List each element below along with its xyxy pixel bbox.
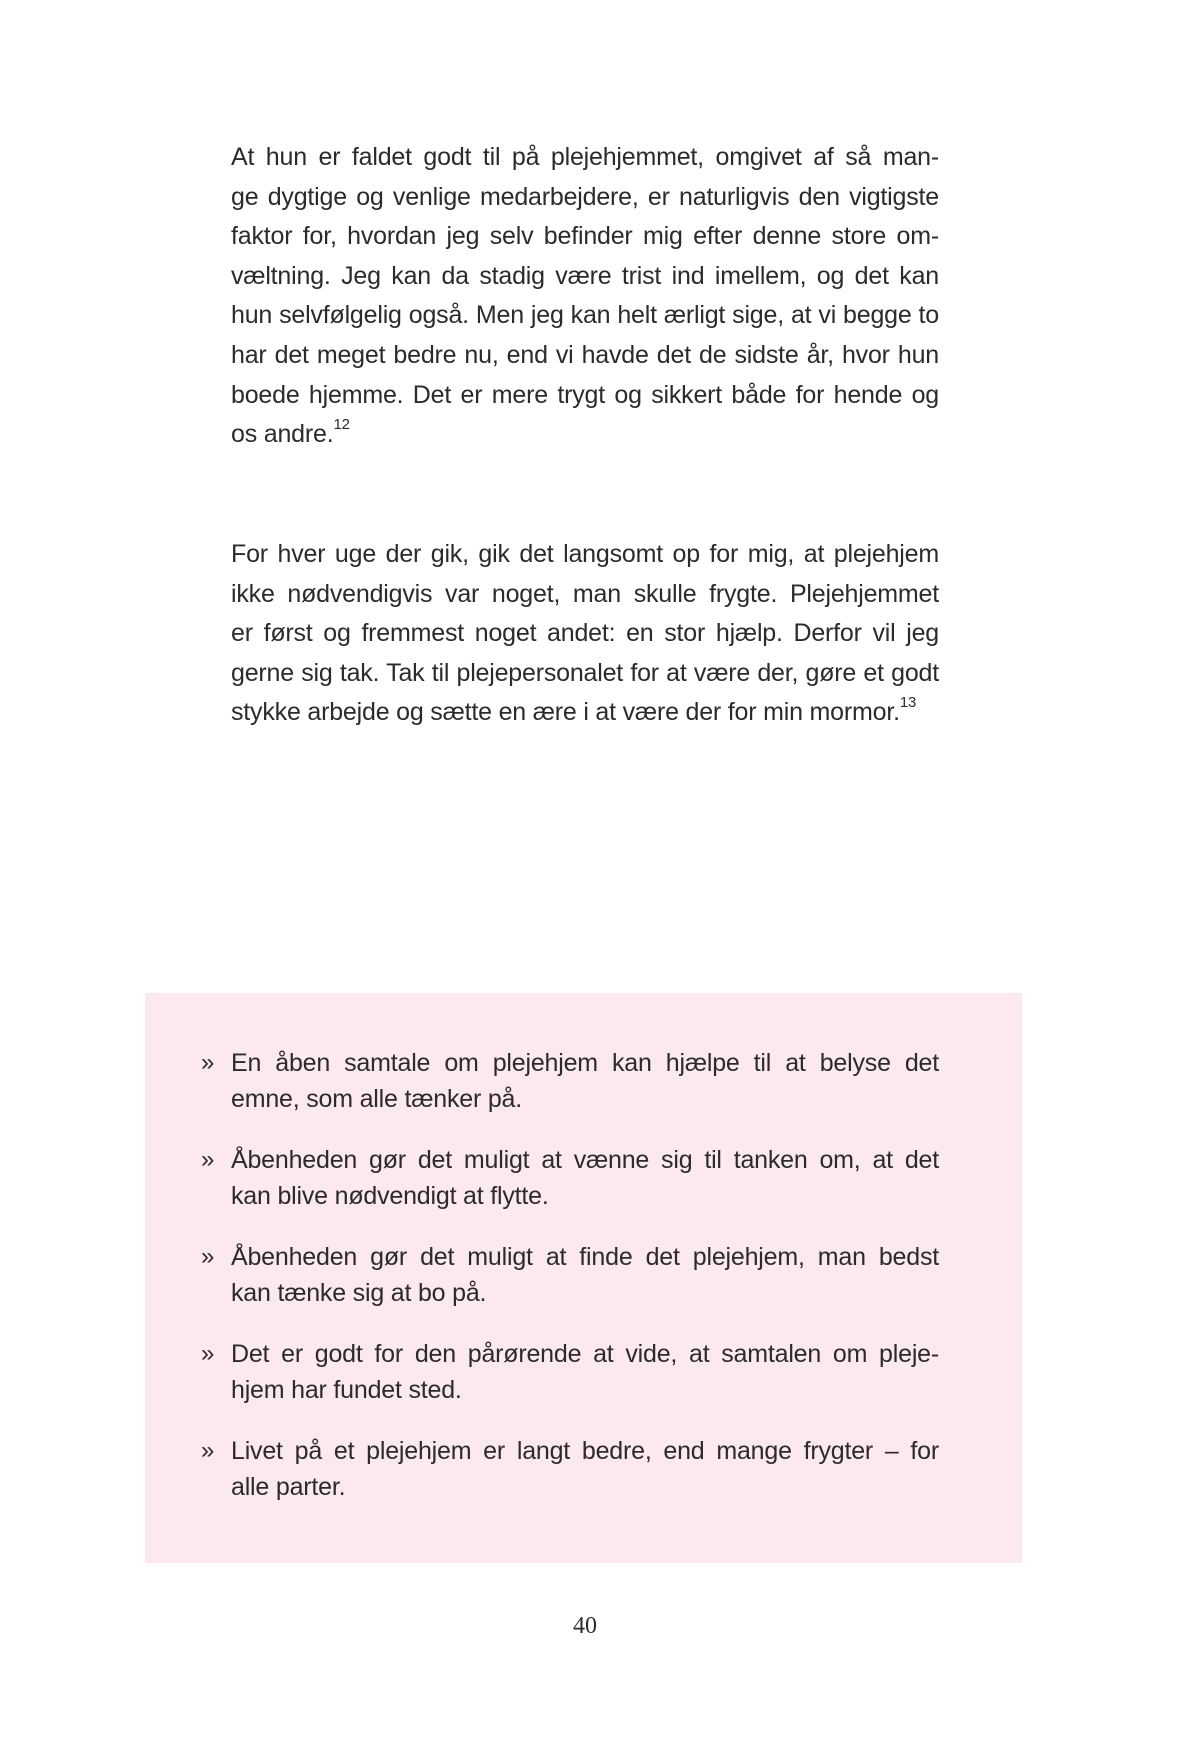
quote-line: For hver uge der gik, gik det langsomt op for mig, at plejehjem xyxy=(231,540,939,568)
key-points-list xyxy=(201,1045,939,1530)
key-point-line: alle parter. xyxy=(231,1473,346,1501)
footnote-marker: 12 xyxy=(333,415,350,433)
key-point-item xyxy=(201,1142,939,1214)
quote-line: ikke nødvendigvis var noget, man skulle frygte. Plejehjemmet xyxy=(231,579,939,608)
key-point-line: hjem har fundet sted. xyxy=(231,1376,462,1404)
quote-line: At hun er faldet godt til på plejehjemmet, omgivet af så man- xyxy=(231,143,939,171)
bullet-marker: » xyxy=(201,1049,215,1076)
quote-line: er først og fremmest noget andet: en stor hjælp. Derfor vil jeg xyxy=(231,619,939,648)
bullet-marker: » xyxy=(201,1340,215,1367)
quote-line-last xyxy=(231,415,939,455)
key-point-item xyxy=(201,1433,939,1505)
page-number: 40 xyxy=(573,1613,597,1639)
quote-line: væltning. Jeg kan da stadig være trist ind imellem, og det kan xyxy=(231,261,939,290)
quote-paragraph-1 xyxy=(231,138,939,455)
quote-line: gerne sig tak. Tak til plejepersonalet for at være der, gøre et godt xyxy=(231,658,939,687)
key-point-line: Det er godt for den pårørende at vide, at samtalen om pleje- xyxy=(231,1340,939,1368)
quote-line: boede hjemme. Det er mere trygt og sikkert både for hende og xyxy=(231,380,939,409)
quote-line-text: os andre. xyxy=(231,420,334,449)
quote-line: faktor for, hvordan jeg selv befinder mig efter denne store om- xyxy=(231,222,939,251)
bullet-marker: » xyxy=(201,1146,215,1173)
key-point-line: kan tænke sig at bo på. xyxy=(231,1279,487,1307)
footnote-marker: 13 xyxy=(899,694,917,712)
key-point-line: emne, som alle tænker på. xyxy=(231,1085,522,1113)
key-point-line: Åbenheden gør det muligt at vænne sig til tanken om, at det xyxy=(231,1146,939,1174)
key-point-item xyxy=(201,1239,939,1311)
key-point-line: Åbenheden gør det muligt at finde det plejehjem, man bedst xyxy=(231,1243,939,1271)
quote-line: hun selvfølgelig også. Men jeg kan helt ærligt sige, at vi begge to xyxy=(231,301,939,330)
key-point-item xyxy=(201,1045,939,1117)
quote-paragraph-2 xyxy=(231,535,939,733)
bullet-marker: » xyxy=(201,1437,215,1464)
key-point-line: Livet på et plejehjem er langt bedre, end mange frygter – for xyxy=(231,1437,939,1465)
quote-line-text: stykke arbejde og sætte en ære i at være der for min mormor. xyxy=(231,698,900,727)
quote-line: ge dygtige og venlige medarbejdere, er naturligvis den vigtigste xyxy=(231,182,939,211)
quote-line: har det meget bedre nu, end vi havde det de sidste år, hvor hun xyxy=(231,340,939,369)
bullet-marker: » xyxy=(201,1243,215,1270)
key-point-item xyxy=(201,1336,939,1408)
quote-line-last xyxy=(231,693,939,733)
key-point-line: En åben samtale om plejehjem kan hjælpe til at belyse det xyxy=(231,1049,939,1077)
key-point-line: kan blive nødvendigt at flytte. xyxy=(231,1182,549,1210)
